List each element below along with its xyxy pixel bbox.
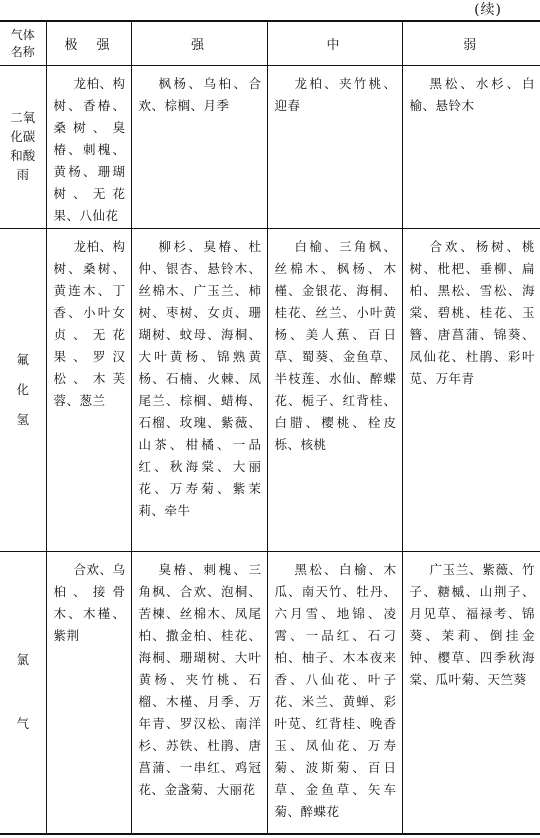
very-strong-cell <box>46 66 131 229</box>
strong-cell <box>131 552 267 834</box>
plant-list: 臭椿、刺槐、三角枫、合欢、泡桐、苦楝、丝棉木、凤尾柏、撒金柏、桂花、海桐、珊瑚树、大叶黄杨、夹竹桃、石榴、木槿、月季、万年青、罗汉松、南洋杉、苏铁、杜鹃、唐菖蒲、一串红、鸡冠花、金盏菊、大丽花 <box>138 562 262 797</box>
header-row <box>0 21 540 66</box>
weak-cell <box>402 66 540 229</box>
gas-cell <box>0 66 46 229</box>
plant-list: 黑松、白榆、木瓜、南天竹、牡丹、六月雪、地锦、凌霄、一品红、石刁柏、柚子、木本夜来香、八仙花、叶子花、米兰、黄蝉、彩叶苋、红背桂、晚香玉、凤仙花、万寿菊、波斯菊、百日草、金鱼草、矢车菊、醉蝶花 <box>274 562 397 819</box>
medium-cell <box>267 552 402 834</box>
plant-list: 龙柏、构树、桑树、黄连木、丁香、小叶女贞、无花果、罗汉松、木芙蓉、葱兰 <box>53 239 126 408</box>
very-strong-cell <box>46 229 131 552</box>
header-gas-name-text: 气体 名称 <box>10 27 35 59</box>
medium-cell <box>267 229 402 552</box>
gas-name: 氯 气 <box>16 652 29 732</box>
very-strong-cell <box>46 552 131 834</box>
table-row-hydrogen-fluoride <box>0 229 540 552</box>
plant-list: 白榆、三角枫、丝棉木、枫杨、木槿、金银花、海桐、桂花、丝兰、小叶黄杨、美人蕉、百日草、蜀葵、金鱼草、半枝莲、水仙、醉蝶花、栀子、红背桂、白腊、樱桃、栓皮栎、核桃 <box>274 239 397 452</box>
gas-cell <box>0 229 46 552</box>
plant-list: 柳杉、臭椿、杜仲、银杏、悬铃木、丝棉木、广玉兰、柿树、枣树、女贞、珊瑚树、蚊母、海桐、大叶黄杨、锦熟黄杨、石楠、火棘、凤尾兰、棕榈、蜡梅、石榴、玫瑰、紫薇、山茶、柑橘、一品红、秋海棠、大丽花、万寿菊、紫茉莉、牵牛 <box>138 239 262 518</box>
header-weak: 弱 <box>402 21 540 66</box>
strong-cell <box>131 66 267 229</box>
plant-list: 广玉兰、紫薇、竹子、糖槭、山荆子、月见草、福禄考、锦葵、茉莉、倒挂金钟、樱草、四季秋海棠、瓜叶菊、天竺葵 <box>409 562 535 687</box>
medium-cell <box>267 66 402 229</box>
header-medium: 中 <box>267 21 402 66</box>
strong-cell <box>131 229 267 552</box>
header-very-strong: 极 强 <box>46 21 131 66</box>
gas-name: 氟 化 氢 <box>16 352 29 427</box>
plant-list: 枫杨、乌桕、合欢、棕榈、月季 <box>138 76 262 113</box>
weak-cell <box>402 552 540 834</box>
gas-resistance-table <box>0 20 540 835</box>
plant-list: 龙柏、夹竹桃、迎春 <box>274 76 397 113</box>
table-row-co2-acid-rain <box>0 66 540 229</box>
header-gas-name <box>0 21 46 66</box>
plant-list: 合欢、杨树、桃树、枇杷、垂柳、扁柏、黑松、雪松、海棠、碧桃、桂花、玉簪、唐菖蒲、锦葵、凤仙花、杜鹃、彩叶苋、万年青 <box>409 239 535 386</box>
plant-list: 合欢、乌桕、接骨木、木槿、紫荆 <box>53 562 126 643</box>
gas-name: 二氧 化碳 和酸 雨 <box>10 110 36 182</box>
table-row-chlorine <box>0 552 540 834</box>
plant-list: 龙柏、构树、香椿、桑树、臭椿、刺槐、黄杨、珊瑚树、无花果、八仙花 <box>53 76 126 223</box>
header-strong: 强 <box>131 21 267 66</box>
plant-list: 黑松、水杉、白榆、悬铃木 <box>409 76 535 113</box>
continuation-label: (续) <box>474 2 502 18</box>
weak-cell <box>402 229 540 552</box>
gas-cell <box>0 552 46 834</box>
